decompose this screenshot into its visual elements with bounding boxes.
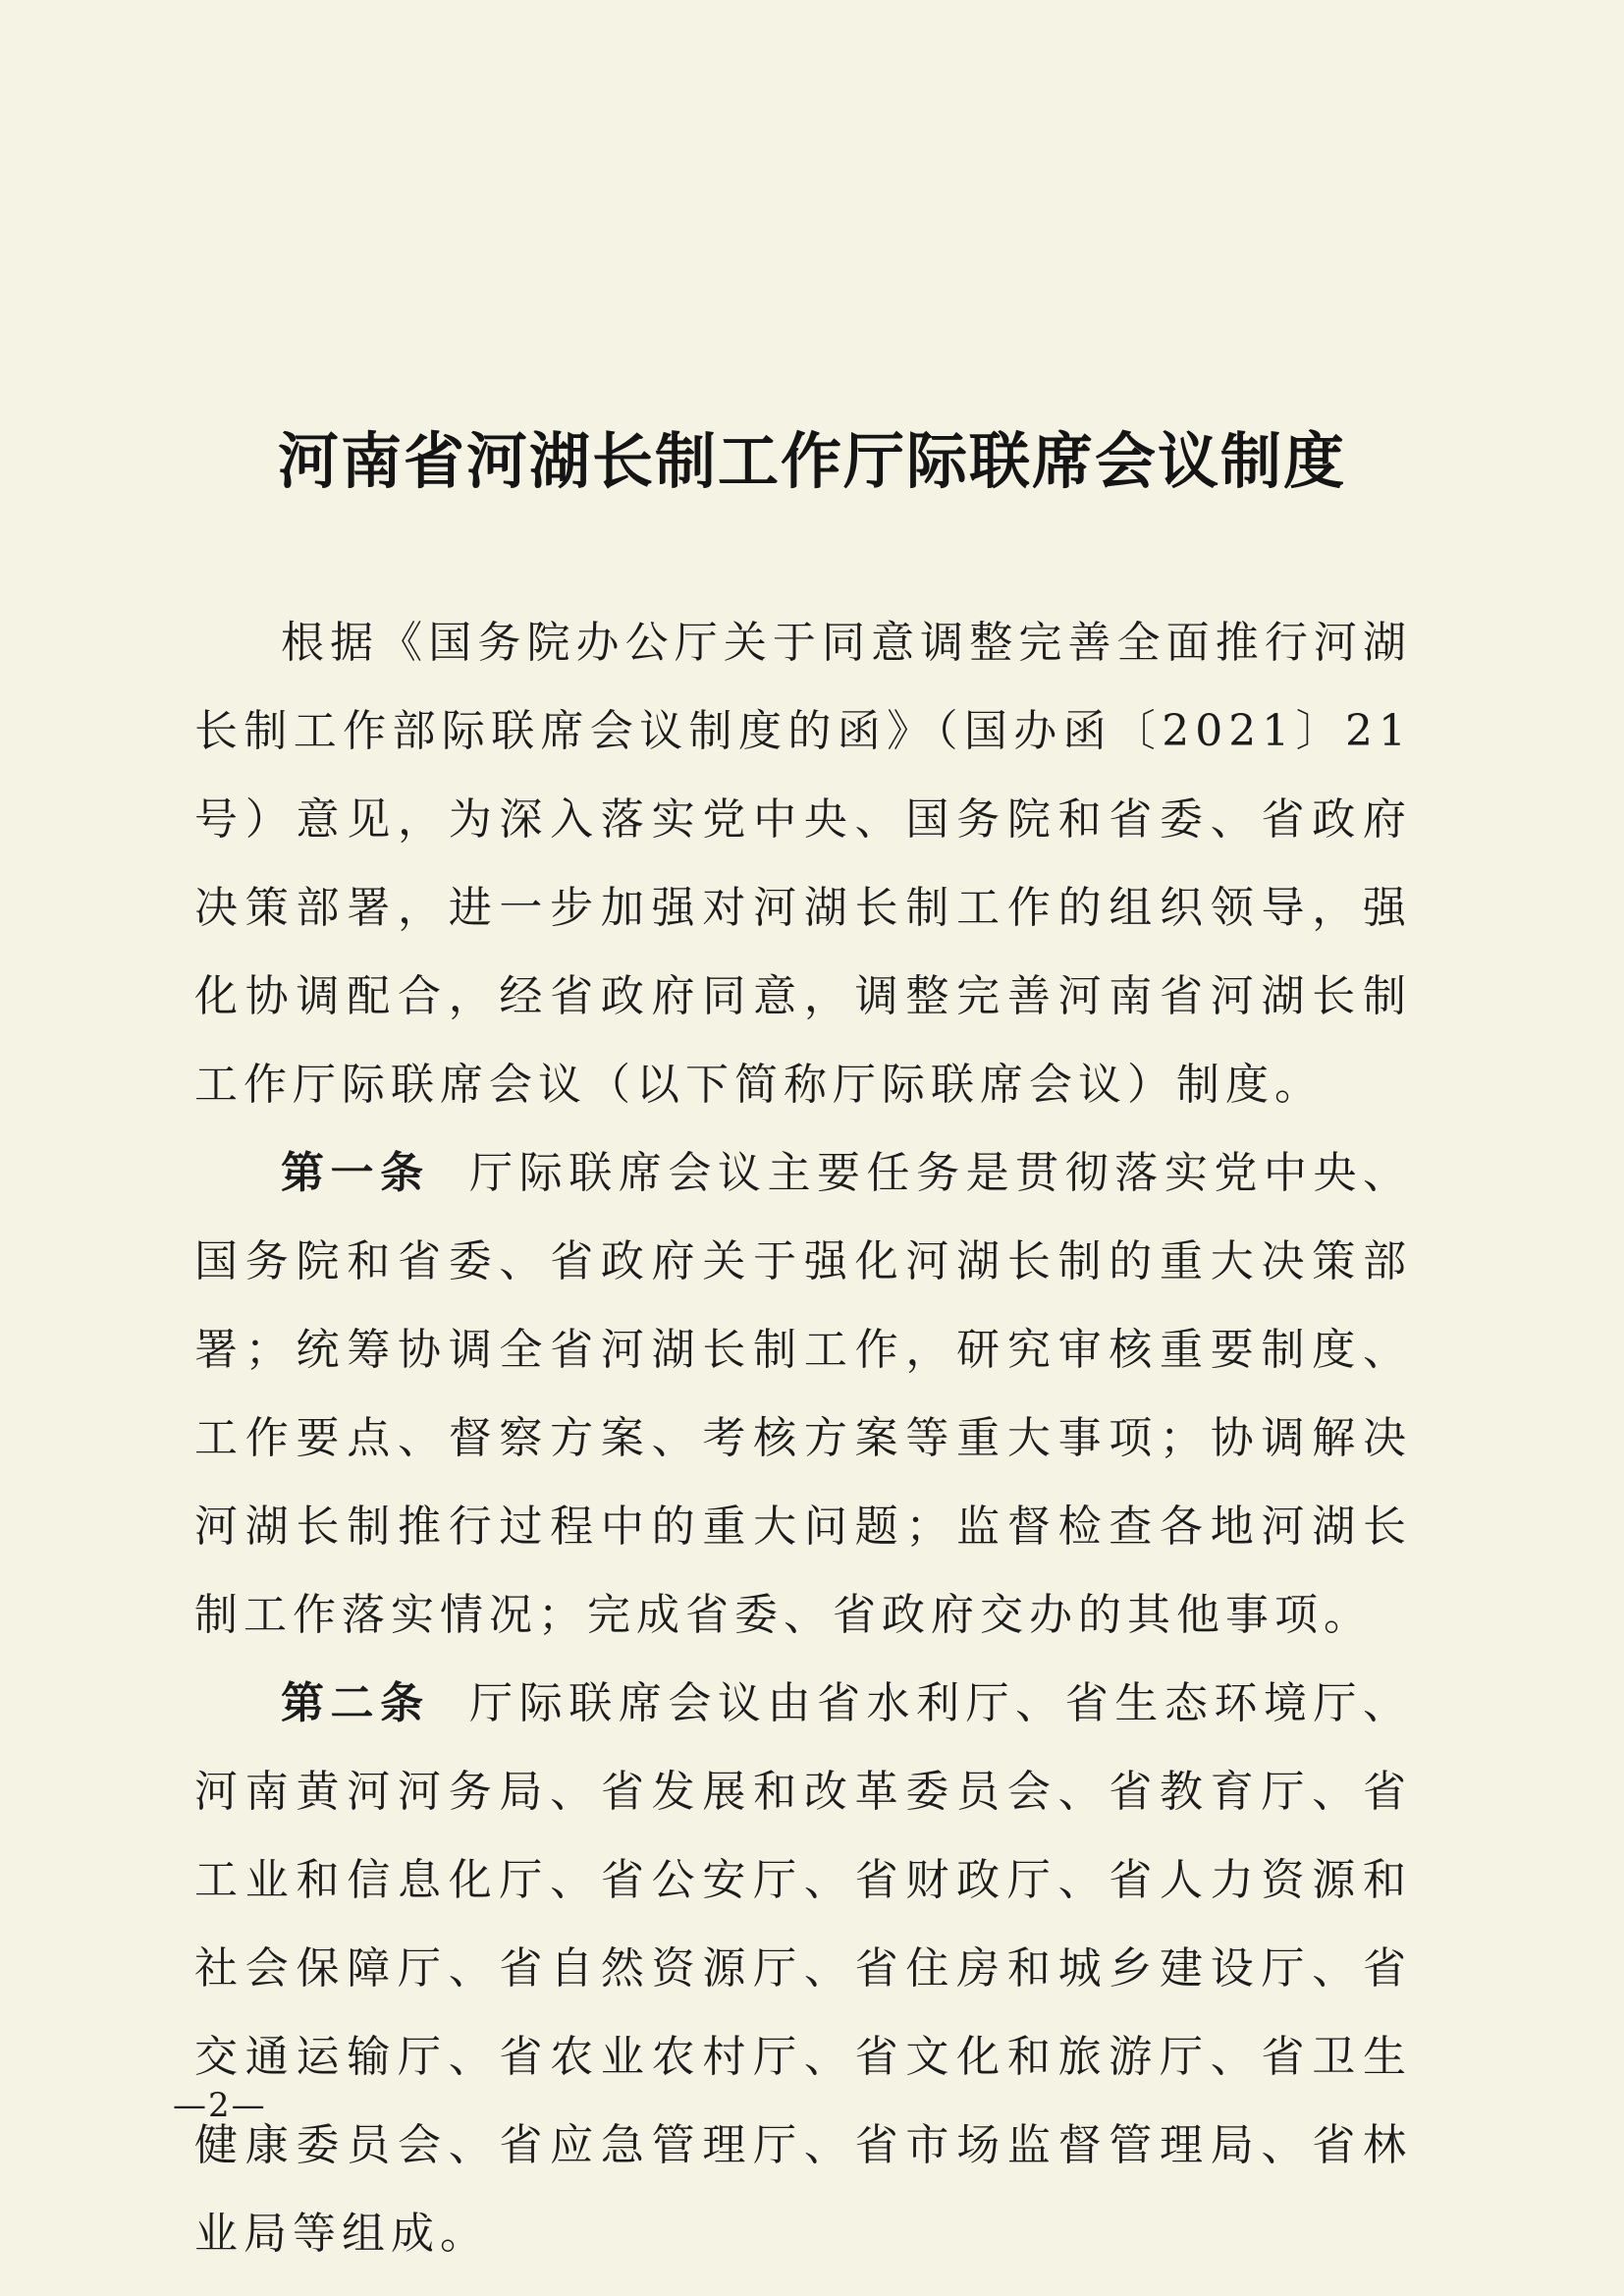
article-1-paragraph (194, 1129, 1412, 1660)
document-title: 河南省河湖长制工作厅际联席会议制度 (277, 425, 1346, 497)
article-2-paragraph (194, 1660, 1412, 2278)
intro-paragraph: 根据《国务院办公厅关于同意调整完善全面推行河湖长制工作部际联席会议制度的函》（国办函〔2021〕21号）意见，为深入落实党中央、国务院和省委、省政府决策部署，进一步加强对河湖长制工作的组织领导，强化协调配合，经省政府同意，调整完善河南省河湖长制工作厅际联席会议（以下简称厅际联席会议）制度。 (194, 618, 1412, 1110)
article-2-heading: 第二条 (281, 1678, 430, 1728)
article-1-text: 厅际联席会议主要任务是贯彻落实党中央、国务院和省委、省政府关于强化河湖长制的重大决策部署；统筹协调全省河湖长制工作，研究审核重要制度、工作要点、督察方案、考核方案等重大事项；协调解决河湖长制推行过程中的重大问题；监督检查各地河湖长制工作落实情况；完成省委、省政府交办的其他事项。 (194, 1148, 1413, 1640)
document-body (194, 599, 1412, 2278)
page-number: —2— (173, 2086, 267, 2125)
article-1-heading: 第一条 (281, 1148, 430, 1198)
article-2-text: 厅际联席会议由省水利厅、省生态环境厅、河南黄河河务局、省发展和改革委员会、省教育厅、省工业和信息化厅、省公安厅、省财政厅、省人力资源和社会保障厅、省自然资源厅、省住房和城乡建设厅、省交通运输厅、省农业农村厅、省文化和旅游厅、省卫生健康委员会、省应急管理厅、省市场监督管理局、省林业局等组成。 (194, 1678, 1413, 2259)
